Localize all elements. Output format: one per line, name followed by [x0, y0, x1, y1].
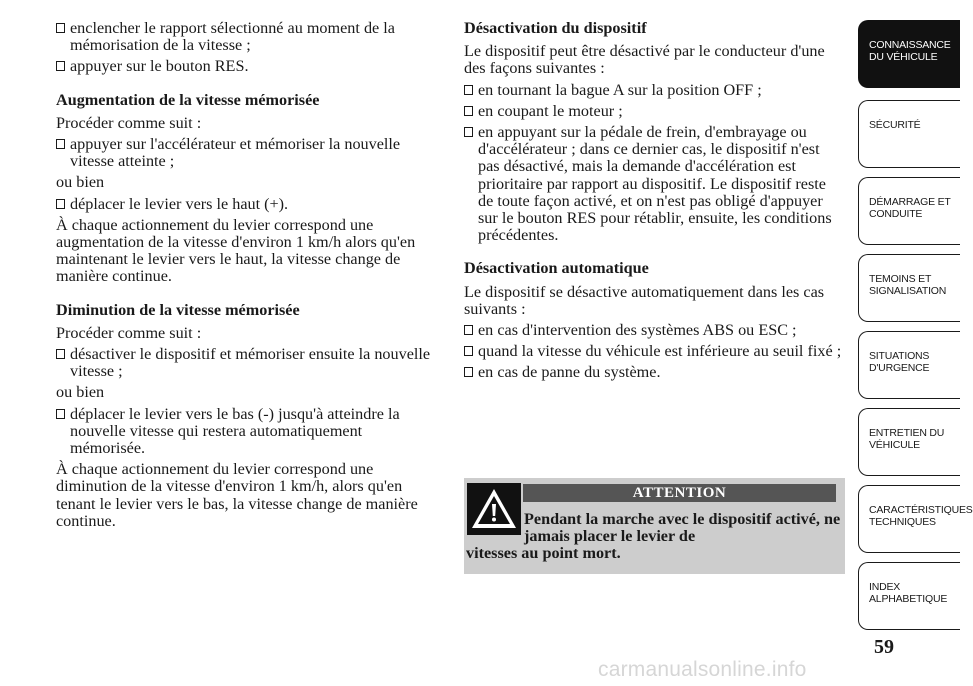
- attention-title: ATTENTION: [523, 484, 836, 502]
- paragraph: Procéder comme suit :: [56, 323, 202, 342]
- checkbox-bullet-icon: [56, 139, 65, 149]
- checkbox-bullet-icon: [464, 367, 473, 377]
- tab-securite[interactable]: SÉCURITÉ: [858, 100, 960, 168]
- list-item: en cas de panne du système.: [464, 364, 844, 381]
- tab-demarrage-et-conduite[interactable]: DÉMARRAGE ET CONDUITE: [858, 177, 960, 245]
- tab-temoins-et-signalisation[interactable]: TEMOINS ET SIGNALISATION: [858, 254, 960, 322]
- checkbox-bullet-icon: [56, 61, 65, 71]
- checkbox-bullet-icon: [464, 106, 473, 116]
- list-item: en cas d'intervention des systèmes ABS ou ESC ;: [464, 322, 844, 339]
- list-item: en coupant le moteur ;: [464, 103, 844, 120]
- left-column: [56, 20, 440, 534]
- tab-index-alphabetique[interactable]: INDEX ALPHABETIQUE: [858, 562, 960, 630]
- checkbox-bullet-icon: [56, 23, 65, 33]
- paragraph: À chaque actionnement du levier correspond une diminution de la vitesse d'environ 1 km/h, alors qu'en tenant le levier vers le bas, la vitesse change de manière continue.: [56, 460, 418, 530]
- section-heading: Désactivation du dispositif: [464, 19, 647, 37]
- paragraph: Le dispositif peut être désactivé par le conducteur d'une des façons suivantes :: [464, 42, 825, 78]
- list-item: désactiver le dispositif et mémoriser ensuite la nouvelle vitesse ;: [56, 346, 440, 380]
- watermark: carmanualsonline.info: [598, 658, 807, 681]
- checkbox-bullet-icon: [464, 325, 473, 335]
- attention-text: Pendant la marche avec le dispositif activé, ne jamais placer le levier de: [524, 510, 841, 546]
- list-item: en appuyant sur la pédale de frein, d'embrayage ou d'accélérateur ; dans ce dernier cas, le dispositif n'est pas désactivé, mais la demande d'accélération est prioritaire par rapport au dispositif. Le dispositif reste de toute façon activé, et on n'est pas obligé d'appuyer sur le bouton RES pour rétablir, ensuite, les conditions précédentes.: [464, 124, 844, 244]
- paragraph: ou bien: [56, 173, 105, 192]
- checkbox-bullet-icon: [464, 127, 473, 137]
- attention-box: [464, 478, 845, 574]
- paragraph: Procéder comme suit :: [56, 113, 202, 132]
- checkbox-bullet-icon: [464, 346, 473, 356]
- list-item: déplacer le levier vers le haut (+).: [56, 196, 440, 213]
- tab-connaissance-du-vehicule[interactable]: CONNAISSANCE DU VÉHICULE: [858, 20, 960, 88]
- paragraph: ou bien: [56, 383, 105, 402]
- list-item: en tournant la bague A sur la position OFF ;: [464, 82, 844, 99]
- tab-situations-d-urgence[interactable]: SITUATIONS D'URGENCE: [858, 331, 960, 399]
- list-item: appuyer sur le bouton RES.: [56, 58, 440, 75]
- attention-text-continued: vitesses au point mort.: [466, 544, 621, 562]
- tab-caracteristiques-techniques[interactable]: CARACTÉRISTIQUES TECHNIQUES: [858, 485, 960, 553]
- right-column: [464, 20, 844, 386]
- section-heading: Augmentation de la vitesse mémorisée: [56, 90, 320, 109]
- list-item: appuyer sur l'accélérateur et mémoriser la nouvelle vitesse atteinte ;: [56, 136, 440, 170]
- section-heading: Désactivation automatique: [464, 259, 649, 278]
- paragraph: Le dispositif se désactive automatiquement dans les cas suivants :: [464, 282, 825, 318]
- list-item: enclencher le rapport sélectionné au moment de la mémorisation de la vitesse ;: [56, 20, 440, 54]
- list-item: déplacer le levier vers le bas (-) jusqu'à atteindre la nouvelle vitesse qui restera automatiquement mémorisée.: [56, 406, 440, 458]
- checkbox-bullet-icon: [56, 199, 65, 209]
- paragraph: À chaque actionnement du levier correspond une augmentation de la vitesse d'environ 1 km/h alors qu'en maintenant le levier vers le haut, la vitesse change de manière continue.: [56, 215, 416, 286]
- checkbox-bullet-icon: [464, 85, 473, 95]
- checkbox-bullet-icon: [56, 409, 65, 419]
- list-item: quand la vitesse du véhicule est inférieure au seuil fixé ;: [464, 343, 844, 360]
- section-heading: Diminution de la vitesse mémorisée: [56, 300, 300, 319]
- tab-entretien-du-vehicule[interactable]: ENTRETIEN DU VÉHICULE: [858, 408, 960, 476]
- page-number: 59: [874, 636, 894, 658]
- warning-triangle-icon: [467, 483, 521, 535]
- checkbox-bullet-icon: [56, 349, 65, 359]
